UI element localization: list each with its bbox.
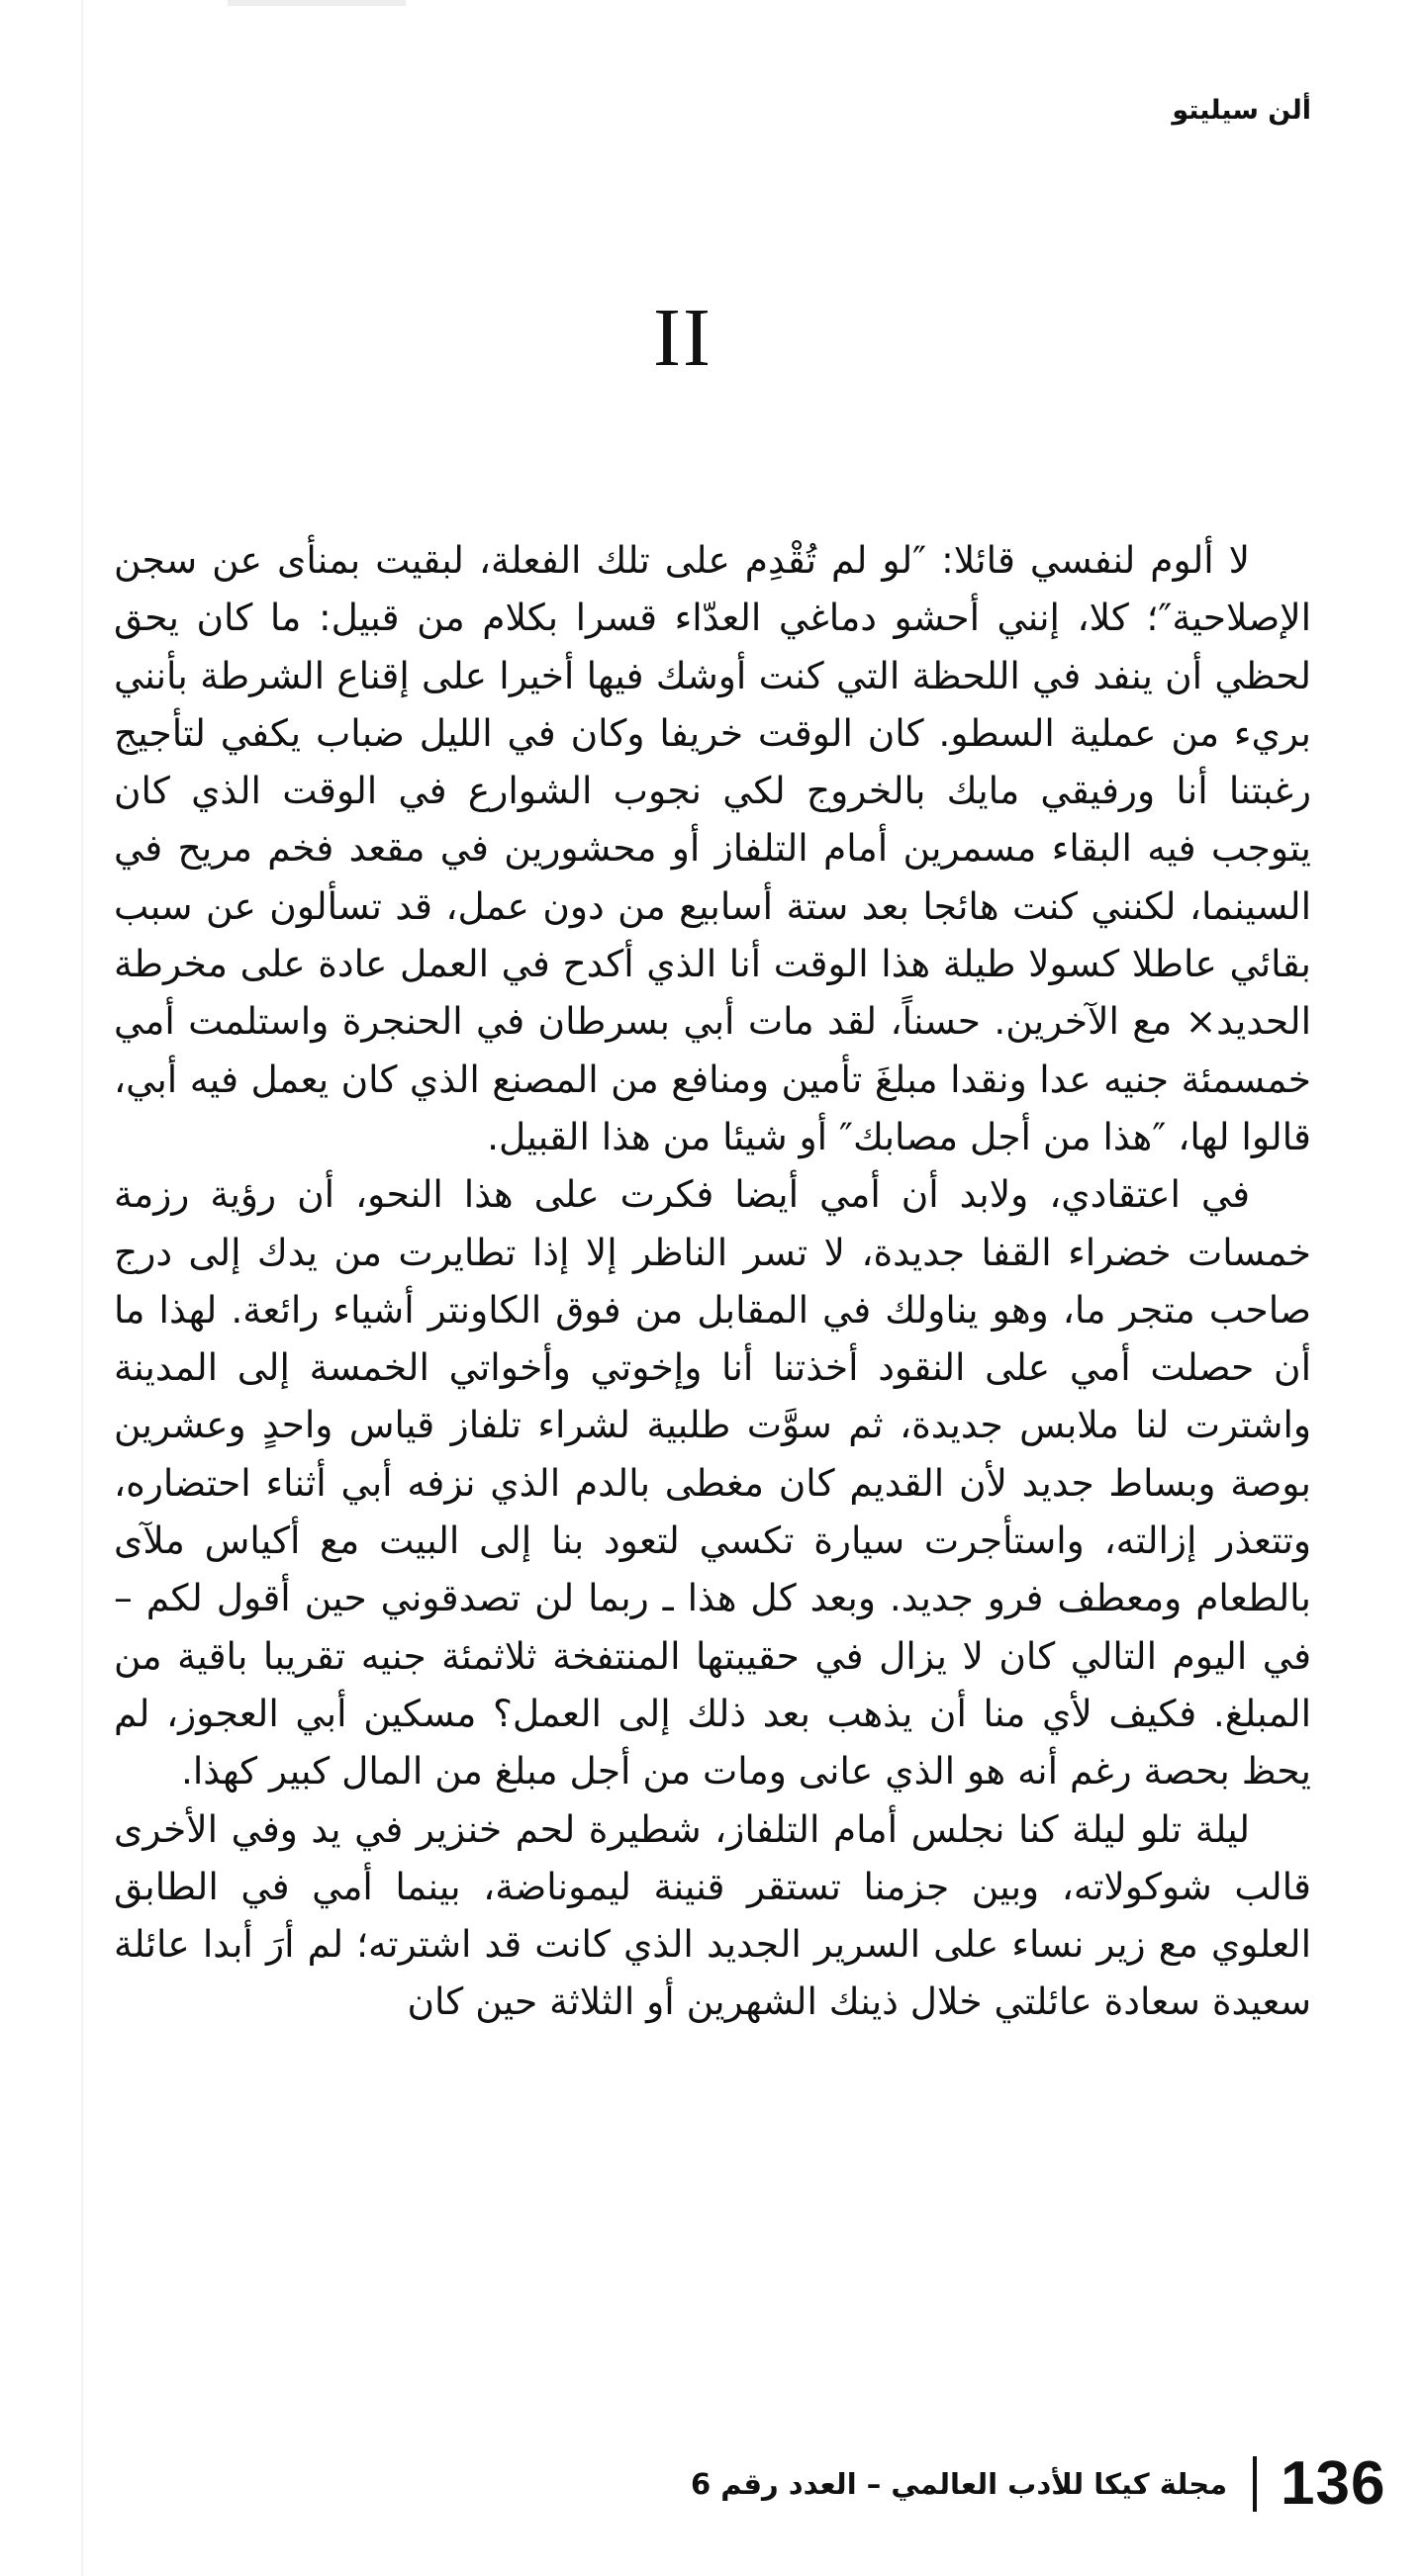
paragraph: لا ألوم لنفسي قائلا: ″لو لم تُقْدِم على تلك الفعلة، لبقيت بمنأى عن سجن الإصلاحية″؛ كلا، إنني أحشو دماغي العدّاء قسرا بكلام من قبيل: ما كان يحق لحظي أن ينفد في اللحظة التي كنت أوشك فيها أخيرا على إقناع الشرطة بأنني بريء من عملية السطو. كان الوقت خريفا وكان في الليل ضباب يكفي لتأجيج رغبتنا أنا ورفيقي مايك بالخروج لكي نجوب الشوارع في الوقت الذي كان يتوجب فيه البقاء مسمرين أمام التلفاز أو محشورين في مقعد فخم مريح في السينما، لكنني كنت هائجا بعد ستة أسابيع من دون عمل، قد تسألون عن سبب بقائي عاطلا كسولا طيلة هذا الوقت أنا الذي أكدح في العمل عادة على مخرطة الحديد× مع الآخرين. حسناً، لقد مات أبي بسرطان في الحنجرة واستلمت أمي خمسمئة جنيه عدا ونقدا مبلغَ تأمين ومنافع من المصنع الذي كان يعمل فيه أبي، قالوا لها، ″هذا من أجل مصابك″ أو شيئا من هذا القبيل.: [114, 538, 1311, 1158]
page-footer: [691, 2449, 1386, 2518]
page-number: 136: [1281, 2449, 1386, 2518]
chapter-number: II: [653, 292, 712, 384]
footer-divider: [1253, 2456, 1257, 2512]
body-text: [114, 531, 1311, 2031]
paragraph: ليلة تلو ليلة كنا نجلس أمام التلفاز، شطيرة لحم خنزير في يد وفي الأخرى قالب شوكولاته، وبين جزمنا تستقر قنينة ليموناضة، بينما أمي في الطابق العلوي مع زير نساء على السرير الجديد الذي كانت قد اشترته؛ لم أرَ أبدا عائلة سعيدة سعادة عائلتي خلال ذينك الشهرين أو الثلاثة حين كان: [114, 1806, 1311, 2024]
running-head-author: ألن سيليتو: [1172, 95, 1311, 126]
journal-title: مجلة كيكا للأدب العالمي – العدد رقم 6: [691, 2466, 1228, 2501]
scan-mark: [228, 0, 406, 6]
page-gutter-shadow: [81, 0, 83, 2576]
paragraph: في اعتقادي، ولابد أن أمي أيضا فكرت على هذا النحو، أن رؤية رزمة خمسات خضراء القفا جديدة، لا تسر الناظر إلا إذا تطايرت من يدك إلى درج صاحب متجر ما، وهو يناولك في المقابل من فوق الكاونتر أشياء رائعة. لهذا ما أن حصلت أمي على النقود أخذتنا أنا وإخوتي وأخواتي الخمسة إلى المدينة واشترت لنا ملابس جديدة، ثم سوَّت طلبية لشراء تلفاز قياس واحدٍ وعشرين بوصة وبساط جديد لأن القديم كان مغطى بالدم الذي نزفه أبي أثناء احتضاره، وتتعذر إزالته، واستأجرت سيارة تكسي لتعود بنا إلى البيت مع أكياس ملآى بالطعام ومعطف فرو جديد. وبعد كل هذا ـ ربما لن تصدقوني حين أقول لكم – في اليوم التالي كان لا يزال في حقيبتها المنتفخة ثلاثمئة جنيه تقريبا باقية من المبلغ. فكيف لأي منا أن يذهب بعد ذلك إلى العمل؟ مسكين أبي العجوز، لم يحظ بحصة رغم أنه هو الذي عانى ومات من أجل مبلغ من المال كبير كهذا.: [114, 1172, 1311, 1794]
